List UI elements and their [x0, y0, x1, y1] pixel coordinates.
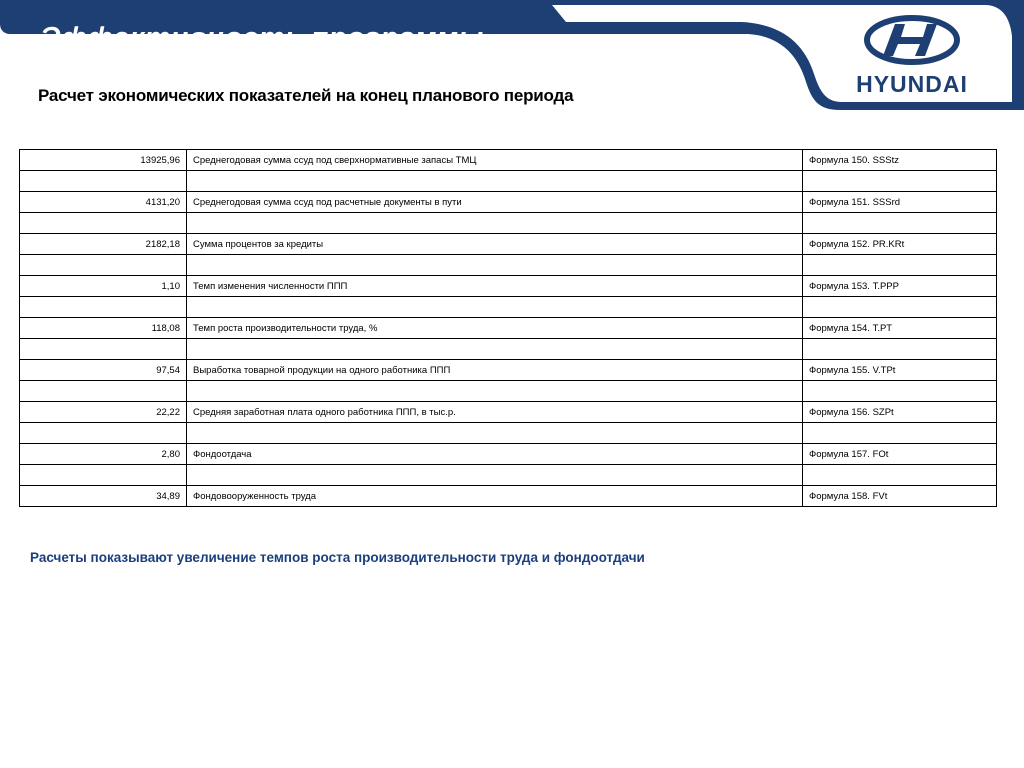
cell-formula: Формула 155. V.TPt [803, 360, 997, 381]
cell-value [20, 213, 187, 234]
slide-title: Эффективность программы [40, 22, 484, 54]
cell-indicator-name: Среднегодовая сумма ссуд под сверхнормативные запасы ТМЦ [187, 150, 803, 171]
table-row [20, 150, 997, 171]
cell-value [20, 297, 187, 318]
table-row [20, 402, 997, 423]
cell-formula: Формула 158. FVt [803, 486, 997, 507]
cell-value: 1,10 [20, 276, 187, 297]
cell-indicator-name: Средняя заработная плата одного работника ППП, в тыс.р. [187, 402, 803, 423]
table-row [20, 465, 997, 486]
cell-indicator-name [187, 465, 803, 486]
cell-value [20, 381, 187, 402]
cell-value [20, 255, 187, 276]
section-subtitle: Расчет экономических показателей на конец планового периода [38, 86, 574, 105]
cell-formula: Формула 151. SSSrd [803, 192, 997, 213]
cell-indicator-name: Сумма процентов за кредиты [187, 234, 803, 255]
table-row [20, 276, 997, 297]
table-row [20, 171, 997, 192]
cell-value: 97,54 [20, 360, 187, 381]
indicators-table [19, 149, 997, 507]
cell-value: 4131,20 [20, 192, 187, 213]
cell-indicator-name [187, 297, 803, 318]
cell-indicator-name [187, 423, 803, 444]
indicators-table-body [20, 150, 997, 507]
cell-formula [803, 171, 997, 192]
table-row [20, 381, 997, 402]
table-row [20, 339, 997, 360]
table-row [20, 192, 997, 213]
cell-value [20, 339, 187, 360]
table-row [20, 444, 997, 465]
cell-formula: Формула 154. T.PT [803, 318, 997, 339]
cell-formula: Формула 157. FOt [803, 444, 997, 465]
cell-value [20, 423, 187, 444]
cell-formula [803, 255, 997, 276]
cell-value: 118,08 [20, 318, 187, 339]
cell-indicator-name [187, 381, 803, 402]
table-row [20, 360, 997, 381]
cell-formula [803, 213, 997, 234]
table-row [20, 255, 997, 276]
cell-value [20, 465, 187, 486]
conclusion-text: Расчеты показывают увеличение темпов роста производительности труда и фондоотдачи [30, 550, 645, 565]
cell-value: 2182,18 [20, 234, 187, 255]
table-row [20, 297, 997, 318]
cell-indicator-name: Темп роста производительности труда, % [187, 318, 803, 339]
cell-formula [803, 297, 997, 318]
cell-indicator-name [187, 213, 803, 234]
cell-value: 13925,96 [20, 150, 187, 171]
cell-indicator-name: Темп изменения численности ППП [187, 276, 803, 297]
cell-indicator-name [187, 339, 803, 360]
cell-formula [803, 381, 997, 402]
cell-formula: Формула 150. SSStz [803, 150, 997, 171]
cell-value: 34,89 [20, 486, 187, 507]
cell-indicator-name: Среднегодовая сумма ссуд под расчетные документы в пути [187, 192, 803, 213]
table-row [20, 318, 997, 339]
cell-formula: Формула 156. SZPt [803, 402, 997, 423]
cell-indicator-name: Фондовооруженность труда [187, 486, 803, 507]
table-row [20, 486, 997, 507]
cell-formula: Формула 153. T.PPP [803, 276, 997, 297]
cell-value: 2,80 [20, 444, 187, 465]
cell-formula [803, 465, 997, 486]
hyundai-wordmark: HYUNDAI [856, 71, 968, 97]
table-row [20, 234, 997, 255]
cell-indicator-name [187, 255, 803, 276]
cell-formula: Формула 152. PR.KRt [803, 234, 997, 255]
hyundai-logo [845, 10, 985, 100]
cell-formula [803, 339, 997, 360]
cell-indicator-name: Выработка товарной продукции на одного работника ППП [187, 360, 803, 381]
cell-formula [803, 423, 997, 444]
cell-indicator-name [187, 171, 803, 192]
table-row [20, 423, 997, 444]
cell-value [20, 171, 187, 192]
cell-indicator-name: Фондоотдача [187, 444, 803, 465]
cell-value: 22,22 [20, 402, 187, 423]
table-row [20, 213, 997, 234]
hyundai-emblem-icon [867, 18, 957, 62]
